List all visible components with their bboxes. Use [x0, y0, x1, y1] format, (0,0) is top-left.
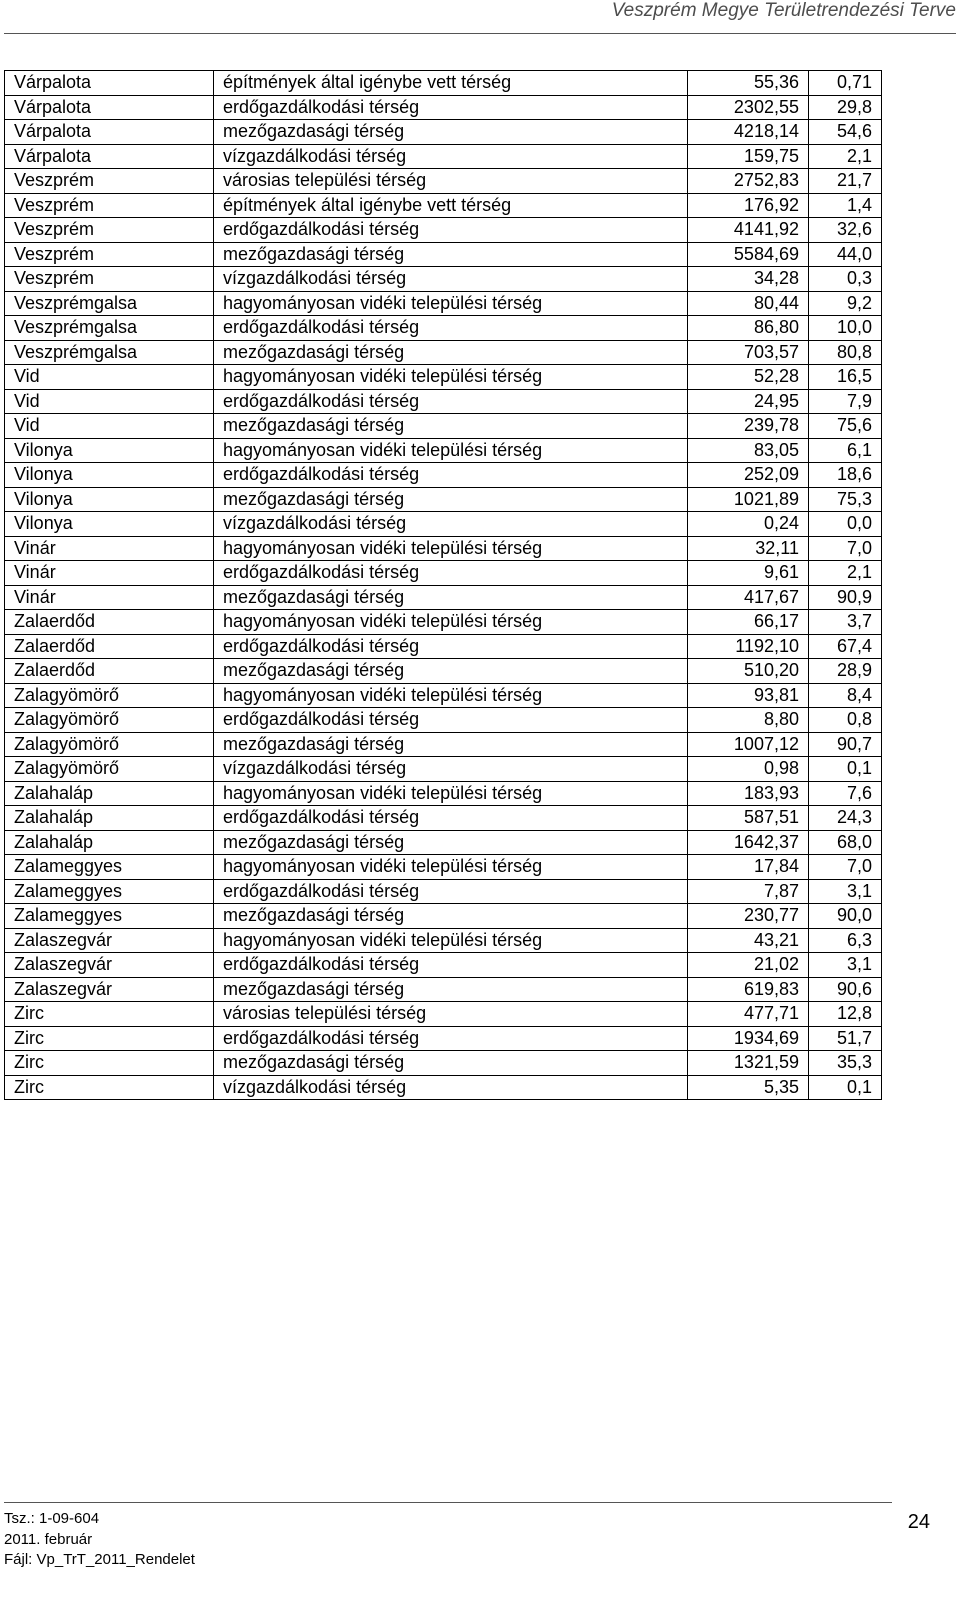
- settlement-cell: Vinár: [5, 561, 214, 586]
- area-cell: 8,80: [688, 708, 809, 733]
- area-cell: 52,28: [688, 365, 809, 390]
- footer-date: 2011. február: [4, 1530, 93, 1548]
- table-body: [5, 71, 882, 1100]
- zone-type-cell: erdőgazdálkodási térség: [214, 218, 688, 243]
- percent-cell: 3,7: [809, 610, 882, 635]
- percent-cell: 3,1: [809, 953, 882, 978]
- percent-cell: 75,3: [809, 487, 882, 512]
- percent-cell: 75,6: [809, 414, 882, 439]
- table-row: [5, 855, 882, 880]
- area-cell: 83,05: [688, 438, 809, 463]
- zone-type-cell: városias települési térség: [214, 169, 688, 194]
- zone-type-cell: vízgazdálkodási térség: [214, 1075, 688, 1100]
- table-row: [5, 830, 882, 855]
- area-cell: 5584,69: [688, 242, 809, 267]
- zone-type-cell: erdőgazdálkodási térség: [214, 708, 688, 733]
- zone-type-cell: erdőgazdálkodási térség: [214, 806, 688, 831]
- table-row: [5, 71, 882, 96]
- table-row: [5, 512, 882, 537]
- table-row: [5, 340, 882, 365]
- table-row: [5, 487, 882, 512]
- settlement-cell: Vilonya: [5, 438, 214, 463]
- percent-cell: 35,3: [809, 1051, 882, 1076]
- footer-info: [4, 1509, 195, 1571]
- percent-cell: 12,8: [809, 1002, 882, 1027]
- percent-cell: 67,4: [809, 634, 882, 659]
- footer-divider: [4, 1502, 892, 1503]
- percent-cell: 8,4: [809, 683, 882, 708]
- area-cell: 9,61: [688, 561, 809, 586]
- area-cell: 1192,10: [688, 634, 809, 659]
- settlement-cell: Zalaszegvár: [5, 977, 214, 1002]
- settlement-cell: Zalameggyes: [5, 855, 214, 880]
- percent-cell: 1,4: [809, 193, 882, 218]
- percent-cell: 0,8: [809, 708, 882, 733]
- settlement-cell: Vinár: [5, 536, 214, 561]
- zone-type-cell: hagyományosan vidéki települési térség: [214, 610, 688, 635]
- percent-cell: 0,71: [809, 71, 882, 96]
- area-cell: 510,20: [688, 659, 809, 684]
- percent-cell: 0,3: [809, 267, 882, 292]
- settlement-cell: Vilonya: [5, 512, 214, 537]
- settlement-cell: Zalaszegvár: [5, 928, 214, 953]
- zone-type-cell: erdőgazdálkodási térség: [214, 634, 688, 659]
- settlement-cell: Vinár: [5, 585, 214, 610]
- land-use-table: [4, 70, 882, 1100]
- area-cell: 93,81: [688, 683, 809, 708]
- percent-cell: 0,1: [809, 1075, 882, 1100]
- table-row: [5, 169, 882, 194]
- zone-type-cell: hagyományosan vidéki települési térség: [214, 855, 688, 880]
- table-row: [5, 438, 882, 463]
- table-row: [5, 953, 882, 978]
- table-row: [5, 1075, 882, 1100]
- settlement-cell: Veszprém: [5, 242, 214, 267]
- zone-type-cell: építmények által igénybe vett térség: [214, 193, 688, 218]
- percent-cell: 7,0: [809, 536, 882, 561]
- header-divider: [4, 33, 956, 34]
- table-row: [5, 561, 882, 586]
- percent-cell: 0,1: [809, 757, 882, 782]
- area-cell: 1007,12: [688, 732, 809, 757]
- settlement-cell: Veszprém: [5, 169, 214, 194]
- percent-cell: 7,9: [809, 389, 882, 414]
- percent-cell: 32,6: [809, 218, 882, 243]
- zone-type-cell: erdőgazdálkodási térség: [214, 953, 688, 978]
- table-row: [5, 904, 882, 929]
- zone-type-cell: erdőgazdálkodási térség: [214, 1026, 688, 1051]
- table-row: [5, 95, 882, 120]
- area-cell: 4218,14: [688, 120, 809, 145]
- zone-type-cell: vízgazdálkodási térség: [214, 757, 688, 782]
- zone-type-cell: mezőgazdasági térség: [214, 120, 688, 145]
- area-cell: 7,87: [688, 879, 809, 904]
- zone-type-cell: erdőgazdálkodási térség: [214, 389, 688, 414]
- document-header-title: Veszprém Megye Területrendezési Terve: [611, 0, 956, 21]
- table-row: [5, 120, 882, 145]
- percent-cell: 51,7: [809, 1026, 882, 1051]
- zone-type-cell: erdőgazdálkodási térség: [214, 561, 688, 586]
- area-cell: 2752,83: [688, 169, 809, 194]
- settlement-cell: Zalagyömörő: [5, 757, 214, 782]
- percent-cell: 18,6: [809, 463, 882, 488]
- zone-type-cell: mezőgazdasági térség: [214, 1051, 688, 1076]
- settlement-cell: Várpalota: [5, 144, 214, 169]
- table-row: [5, 218, 882, 243]
- percent-cell: 6,3: [809, 928, 882, 953]
- table-row: [5, 389, 882, 414]
- area-cell: 1934,69: [688, 1026, 809, 1051]
- settlement-cell: Zalaerdőd: [5, 659, 214, 684]
- area-cell: 43,21: [688, 928, 809, 953]
- area-cell: 86,80: [688, 316, 809, 341]
- settlement-cell: Zirc: [5, 1026, 214, 1051]
- settlement-cell: Vilonya: [5, 487, 214, 512]
- table-row: [5, 1026, 882, 1051]
- zone-type-cell: hagyományosan vidéki települési térség: [214, 365, 688, 390]
- percent-cell: 9,2: [809, 291, 882, 316]
- settlement-cell: Veszprémgalsa: [5, 291, 214, 316]
- zone-type-cell: hagyományosan vidéki települési térség: [214, 536, 688, 561]
- table-row: [5, 708, 882, 733]
- area-cell: 183,93: [688, 781, 809, 806]
- area-cell: 2302,55: [688, 95, 809, 120]
- settlement-cell: Zalameggyes: [5, 879, 214, 904]
- area-cell: 80,44: [688, 291, 809, 316]
- zone-type-cell: vízgazdálkodási térség: [214, 144, 688, 169]
- percent-cell: 6,1: [809, 438, 882, 463]
- settlement-cell: Zirc: [5, 1075, 214, 1100]
- percent-cell: 44,0: [809, 242, 882, 267]
- zone-type-cell: erdőgazdálkodási térség: [214, 95, 688, 120]
- zone-type-cell: mezőgazdasági térség: [214, 340, 688, 365]
- zone-type-cell: mezőgazdasági térség: [214, 242, 688, 267]
- settlement-cell: Várpalota: [5, 95, 214, 120]
- settlement-cell: Veszprémgalsa: [5, 316, 214, 341]
- settlement-cell: Zalaerdőd: [5, 610, 214, 635]
- settlement-cell: Zalaerdőd: [5, 634, 214, 659]
- zone-type-cell: városias települési térség: [214, 1002, 688, 1027]
- zone-type-cell: hagyományosan vidéki települési térség: [214, 438, 688, 463]
- percent-cell: 80,8: [809, 340, 882, 365]
- zone-type-cell: mezőgazdasági térség: [214, 414, 688, 439]
- percent-cell: 10,0: [809, 316, 882, 341]
- table-row: [5, 536, 882, 561]
- zone-type-cell: erdőgazdálkodási térség: [214, 316, 688, 341]
- percent-cell: 21,7: [809, 169, 882, 194]
- percent-cell: 7,6: [809, 781, 882, 806]
- percent-cell: 54,6: [809, 120, 882, 145]
- percent-cell: 29,8: [809, 95, 882, 120]
- area-cell: 176,92: [688, 193, 809, 218]
- table-row: [5, 365, 882, 390]
- area-cell: 21,02: [688, 953, 809, 978]
- settlement-cell: Vid: [5, 414, 214, 439]
- area-cell: 477,71: [688, 1002, 809, 1027]
- zone-type-cell: mezőgazdasági térség: [214, 487, 688, 512]
- table-row: [5, 610, 882, 635]
- settlement-cell: Várpalota: [5, 71, 214, 96]
- settlement-cell: Zalagyömörő: [5, 708, 214, 733]
- area-cell: 252,09: [688, 463, 809, 488]
- table-row: [5, 242, 882, 267]
- percent-cell: 90,7: [809, 732, 882, 757]
- table-row: [5, 1002, 882, 1027]
- zone-type-cell: vízgazdálkodási térség: [214, 267, 688, 292]
- settlement-cell: Várpalota: [5, 120, 214, 145]
- percent-cell: 2,1: [809, 561, 882, 586]
- percent-cell: 90,0: [809, 904, 882, 929]
- table-row: [5, 732, 882, 757]
- area-cell: 66,17: [688, 610, 809, 635]
- zone-type-cell: mezőgazdasági térség: [214, 904, 688, 929]
- area-cell: 703,57: [688, 340, 809, 365]
- zone-type-cell: hagyományosan vidéki települési térség: [214, 928, 688, 953]
- area-cell: 1642,37: [688, 830, 809, 855]
- area-cell: 24,95: [688, 389, 809, 414]
- zone-type-cell: hagyományosan vidéki települési térség: [214, 291, 688, 316]
- area-cell: 0,24: [688, 512, 809, 537]
- table-row: [5, 414, 882, 439]
- settlement-cell: Vilonya: [5, 463, 214, 488]
- percent-cell: 28,9: [809, 659, 882, 684]
- table-row: [5, 683, 882, 708]
- zone-type-cell: hagyományosan vidéki települési térség: [214, 781, 688, 806]
- settlement-cell: Vid: [5, 365, 214, 390]
- area-cell: 17,84: [688, 855, 809, 880]
- table-row: [5, 634, 882, 659]
- settlement-cell: Zalagyömörő: [5, 732, 214, 757]
- zone-type-cell: mezőgazdasági térség: [214, 830, 688, 855]
- footer-registry-number: Tsz.: 1-09-604: [4, 1510, 100, 1527]
- settlement-cell: Veszprém: [5, 193, 214, 218]
- settlement-cell: Vid: [5, 389, 214, 414]
- percent-cell: 90,6: [809, 977, 882, 1002]
- settlement-cell: Zalagyömörő: [5, 683, 214, 708]
- table-row: [5, 659, 882, 684]
- table-row: [5, 316, 882, 341]
- percent-cell: 2,1: [809, 144, 882, 169]
- settlement-cell: Veszprémgalsa: [5, 340, 214, 365]
- area-cell: 1321,59: [688, 1051, 809, 1076]
- settlement-cell: Zalaszegvár: [5, 953, 214, 978]
- area-cell: 4141,92: [688, 218, 809, 243]
- zone-type-cell: mezőgazdasági térség: [214, 732, 688, 757]
- percent-cell: 16,5: [809, 365, 882, 390]
- percent-cell: 24,3: [809, 806, 882, 831]
- percent-cell: 90,9: [809, 585, 882, 610]
- table-row: [5, 585, 882, 610]
- table-row: [5, 193, 882, 218]
- zone-type-cell: erdőgazdálkodási térség: [214, 879, 688, 904]
- zone-type-cell: erdőgazdálkodási térség: [214, 463, 688, 488]
- settlement-cell: Zalahaláp: [5, 830, 214, 855]
- area-cell: 417,67: [688, 585, 809, 610]
- table-row: [5, 144, 882, 169]
- area-cell: 159,75: [688, 144, 809, 169]
- settlement-cell: Veszprém: [5, 267, 214, 292]
- table-row: [5, 267, 882, 292]
- table-row: [5, 977, 882, 1002]
- percent-cell: 3,1: [809, 879, 882, 904]
- percent-cell: 0,0: [809, 512, 882, 537]
- settlement-cell: Zalahaláp: [5, 806, 214, 831]
- zone-type-cell: mezőgazdasági térség: [214, 659, 688, 684]
- zone-type-cell: hagyományosan vidéki települési térség: [214, 683, 688, 708]
- table-row: [5, 757, 882, 782]
- zone-type-cell: építmények által igénybe vett térség: [214, 71, 688, 96]
- table-row: [5, 781, 882, 806]
- table-row: [5, 463, 882, 488]
- page-number: 24: [907, 1511, 930, 1533]
- area-cell: 5,35: [688, 1075, 809, 1100]
- footer-file-name: Fájl: Vp_TrT_2011_Rendelet: [4, 1551, 195, 1568]
- area-cell: 0,98: [688, 757, 809, 782]
- area-cell: 34,28: [688, 267, 809, 292]
- table-row: [5, 1051, 882, 1076]
- zone-type-cell: vízgazdálkodási térség: [214, 512, 688, 537]
- percent-cell: 68,0: [809, 830, 882, 855]
- area-cell: 55,36: [688, 71, 809, 96]
- table-row: [5, 879, 882, 904]
- settlement-cell: Zalahaláp: [5, 781, 214, 806]
- table-row: [5, 928, 882, 953]
- settlement-cell: Zalameggyes: [5, 904, 214, 929]
- area-cell: 619,83: [688, 977, 809, 1002]
- area-cell: 32,11: [688, 536, 809, 561]
- area-cell: 230,77: [688, 904, 809, 929]
- zone-type-cell: mezőgazdasági térség: [214, 977, 688, 1002]
- settlement-cell: Zirc: [5, 1051, 214, 1076]
- zone-type-cell: mezőgazdasági térség: [214, 585, 688, 610]
- area-cell: 1021,89: [688, 487, 809, 512]
- settlement-cell: Veszprém: [5, 218, 214, 243]
- table-row: [5, 806, 882, 831]
- percent-cell: 7,0: [809, 855, 882, 880]
- table-row: [5, 291, 882, 316]
- settlement-cell: Zirc: [5, 1002, 214, 1027]
- area-cell: 587,51: [688, 806, 809, 831]
- area-cell: 239,78: [688, 414, 809, 439]
